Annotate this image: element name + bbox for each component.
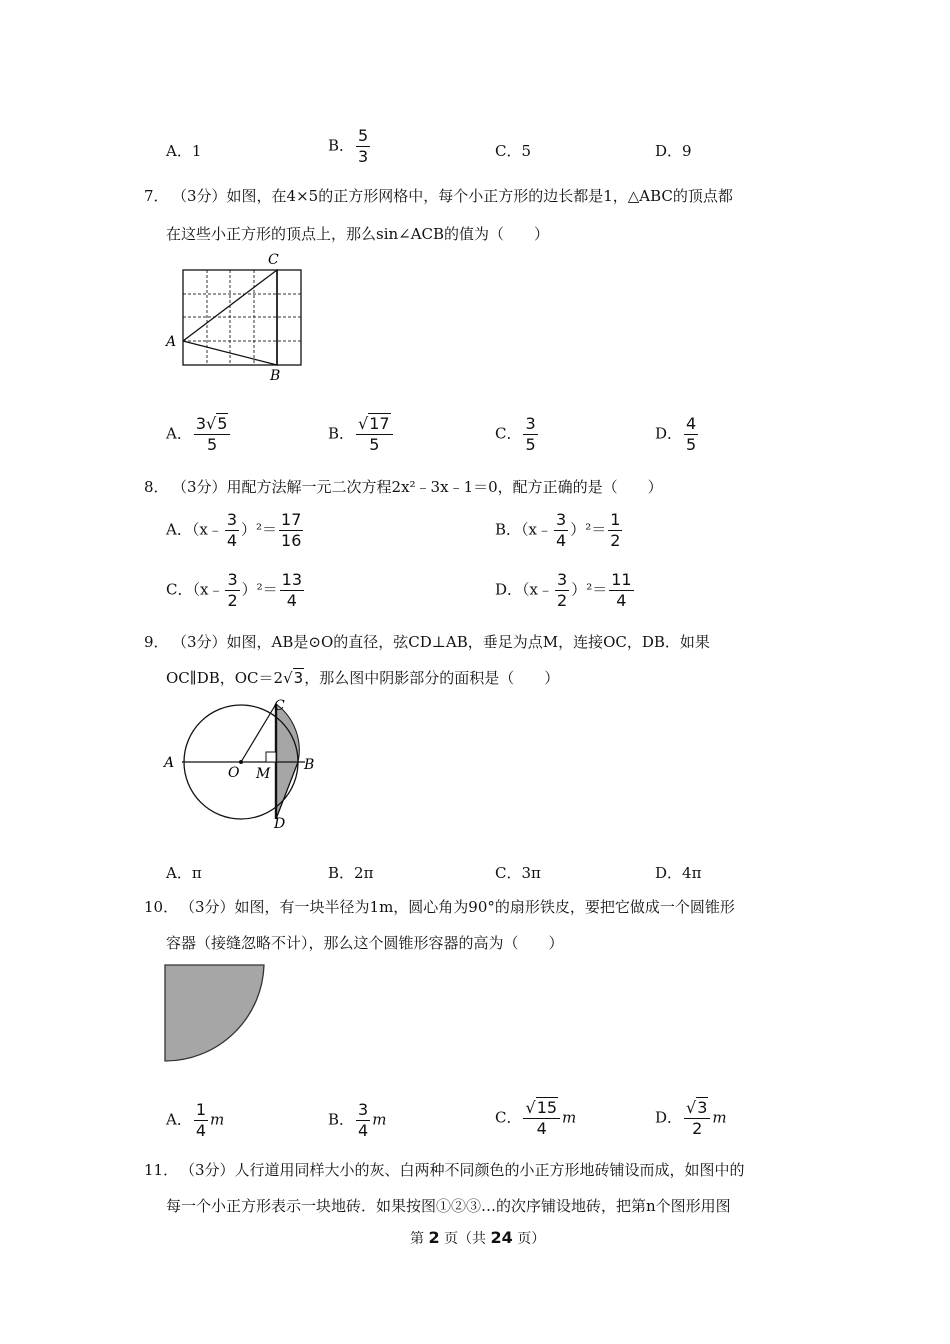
option-label: D． [655,864,683,882]
lhs-pre: （x﹣ [192,580,224,599]
q11-number: 11． [144,1161,179,1179]
q8-option-b [495,512,624,549]
lhs-post: ）²＝ [570,520,607,539]
q10-option-a [166,1102,224,1139]
lhs-post: ）²＝ [241,520,278,539]
fraction: $\frac{1}{2}$ [610,510,621,550]
q10-number: 10． [144,898,179,916]
footer-pre: 第 [410,1231,424,1247]
q6-option-b [328,128,372,165]
fraction: $\frac{3}{2}$ [557,570,568,610]
q8-line1: （3分）用配方法解一元二次方程2x²﹣3x﹣1＝0，配方正确的是（ ） [172,478,663,496]
label-c: C [268,252,279,268]
option-label: B． [328,424,355,443]
q10-option-b [328,1102,386,1139]
q9-line1: （3分）如图，AB是⊙O的直径，弦CD⊥AB，垂足为点M，连接OC，DB．如果 [172,633,710,651]
option-label: C． [495,142,522,160]
option-value: 5 [521,142,532,160]
q8-option-c [166,572,306,609]
q7-option-d [655,416,700,453]
option-label: D． [655,424,683,443]
label-a: A [166,334,177,350]
q9-circle-figure [160,692,330,832]
label-o: O [228,765,240,781]
option-label: A． [166,864,192,882]
q10-line1: （3分）如图，有一块半径为1m，圆心角为90°的扇形铁皮，要把它做成一个圆锥形 [180,898,735,916]
line2-pre: OC∥DB，OC＝2 [166,669,284,687]
q7-line2: 在这些小正方形的顶点上，那么sin∠ACB的值为（ ） [166,225,550,243]
option-label: D． [655,142,683,160]
q9-option-d [655,862,701,883]
line2-post: ，那么图中阴影部分的面积是（ ） [304,669,560,687]
fraction: $\frac{3}{4}$ [226,510,237,550]
q9-option-c [495,862,541,883]
label-b: B [304,757,315,773]
option-label: B． [328,864,355,882]
q6-option-d [655,140,692,161]
footer-post: 页） [517,1231,546,1247]
option-label: B． [328,1110,355,1129]
option-label: C． [495,864,522,882]
q10-sector-figure [160,960,270,1066]
q9-option-b [328,862,373,883]
option-value: 9 [682,142,692,160]
lhs-post: ）²＝ [241,580,278,599]
fraction: $\frac{√17}{5}$ [356,416,393,453]
fraction: $\frac{1}{4}$ [195,1100,207,1140]
footer-mid: 页（共 [444,1231,487,1247]
q7-number: 7． [144,187,169,205]
option-label: C． [166,580,193,599]
q9-line2 [166,668,559,688]
option-value: 3π [521,864,541,882]
option-label: A． [166,520,192,539]
fraction: $\frac{3}{5}$ [525,414,536,454]
option-label: C． [495,1108,522,1127]
q10-option-c [495,1100,576,1137]
fraction: $\frac{13}{4}$ [281,570,303,610]
q9-option-a [166,862,202,883]
option-label: B． [328,136,355,155]
q11-line1: （3分）人行道用同样大小的灰、白两种不同颜色的小正方形地砖铺设而成，如图中的 [180,1161,745,1179]
lhs-pre: （x﹣ [191,520,223,539]
sqrt: √3 [283,669,304,687]
option-label: B． [495,520,522,539]
fraction: $\frac{√3}{2}$ [684,1100,710,1137]
label-d: D [274,816,286,832]
q7-grid-figure [160,250,310,385]
label-b: B [270,368,281,384]
q8-option-d [495,572,636,609]
q6-option-c [495,140,531,161]
q10-line2: 容器（接缝忽略不计），那么这个圆锥形容器的高为（ ） [166,934,564,952]
option-label: A． [166,142,192,160]
q7-line1: （3分）如图，在4×5的正方形网格中，每个小正方形的边长都是1，△ABC的顶点都 [172,187,733,205]
page-number: 2 [428,1228,440,1247]
option-label: D． [495,580,523,599]
unit: m [562,1108,577,1127]
fraction: $\frac{11}{4}$ [611,570,632,610]
option-label: C． [495,424,522,443]
fraction: $\frac{3}{4}$ [358,1100,369,1140]
option-label: D． [655,1108,683,1127]
lhs-pre: （x﹣ [521,520,552,539]
fraction: $\frac{4}{5}$ [686,414,697,454]
option-label: A． [166,1110,192,1129]
q7-option-c [495,416,540,453]
fraction: $\frac{5}{3}$ [358,126,369,166]
q11-line2: 每一个小正方形表示一块地砖．如果按图①②③…的次序铺设地砖，把第n个图形用图 [166,1197,731,1215]
option-value: 2π [354,864,374,882]
unit: m [712,1108,727,1127]
lhs-pre: （x﹣ [522,580,553,599]
q10-option-d [655,1100,727,1137]
label-c: C [274,698,285,714]
label-a: A [164,755,175,771]
fraction: $\frac{3}{4}$ [556,510,567,550]
q8-option-a [166,512,305,549]
q9-number: 9． [144,633,169,651]
unit: m [372,1110,387,1129]
q7-option-b [328,416,395,453]
lhs-post: ）²＝ [571,580,608,599]
fraction: $\frac{3}{2}$ [227,570,238,610]
option-label: A． [166,424,192,443]
q6-option-a [166,140,201,161]
total-pages: 24 [490,1228,513,1247]
option-value: 1 [191,142,202,160]
unit: m [210,1110,225,1129]
option-value: 4π [682,864,702,882]
page-footer [410,1228,545,1248]
fraction: $\frac{17}{16}$ [281,510,302,550]
q8-number: 8． [144,478,169,496]
q7-option-a [166,416,232,453]
fraction: $\frac{√15}{4}$ [523,1100,560,1137]
fraction: $\frac{3√5}{5}$ [194,416,231,453]
option-value: π [191,864,202,882]
label-m: M [256,766,271,782]
